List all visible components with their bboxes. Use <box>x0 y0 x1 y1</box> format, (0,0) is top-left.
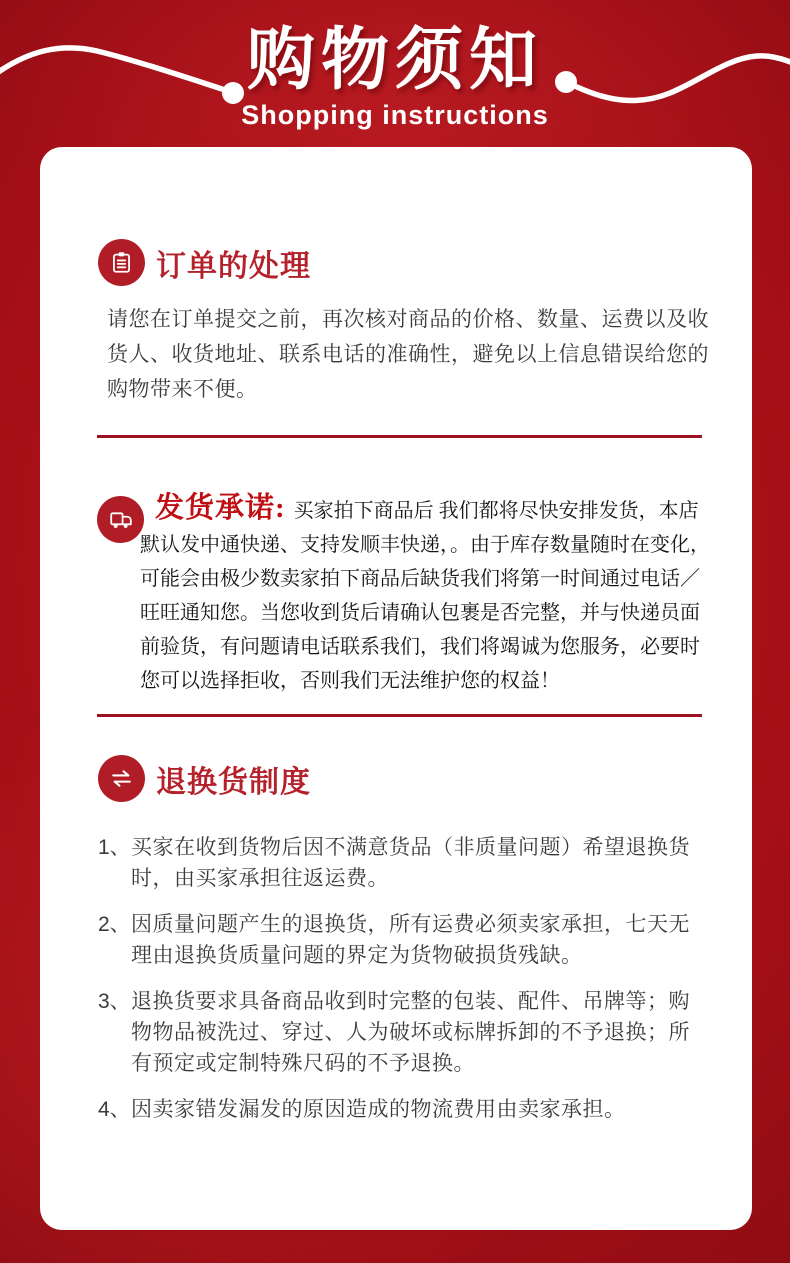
list-item-number: 1、 <box>98 836 131 859</box>
list-item-number: 3、 <box>98 990 131 1013</box>
list-item-text: 买家在收到货物后因不满意货品（非质量问题）希望退换货时，由买家承担往返运费。 <box>131 836 690 890</box>
return-policy-list <box>98 832 706 1125</box>
right-squiggle-icon <box>577 56 790 101</box>
list-item <box>98 909 706 971</box>
left-squiggle-icon <box>0 48 222 89</box>
wavy-line-decoration <box>0 0 790 150</box>
clipboard-icon <box>98 239 145 286</box>
returns-section-header <box>98 755 706 802</box>
list-item <box>98 832 706 894</box>
header <box>0 0 790 147</box>
page-title: 购物须知 <box>246 22 543 98</box>
exchange-arrows-icon <box>98 755 145 802</box>
section-divider <box>97 714 702 717</box>
section-order-processing <box>90 239 709 407</box>
order-section-body: 请您在订单提交之前，再次核对商品的价格、数量、运费以及收货人、收货地址、联系电话的准确性，避免以上信息错误给您的购物带来不便。 <box>107 308 709 401</box>
section-return-policy <box>90 755 706 1125</box>
section-shipping-promise <box>140 491 710 698</box>
order-section-title: 订单的处理 <box>156 249 311 283</box>
shipping-section-title: 发货承诺: <box>155 492 286 524</box>
content-card <box>40 147 752 1230</box>
order-section-header <box>98 239 706 286</box>
list-item-number: 4、 <box>98 1098 131 1121</box>
list-item <box>98 986 706 1079</box>
shipping-section-body: 买家拍下商品后 我们都将尽快安排发货，本店默认发中通快递、支持发顺丰快递，。由于库存数量随时在变化，可能会由极少数卖家拍下商品后缺货我们将第一时间通过电话／旺旺通知您。当您收到货后请确认包裹是否完整，并与快递员面前验货，有问题请电话联系我们，我们将竭诚为您服务，必要时您可以选择拒收，否则我们无法维护您的权益！ <box>140 500 710 692</box>
truck-icon <box>97 496 144 543</box>
list-item-number: 2、 <box>98 913 131 936</box>
list-item-text: 退换货要求具备商品收到时完整的包装、配件、吊牌等；购物物品被洗过、穿过、人为破坏或标牌拆卸的不予退换；所有预定或定制特殊尺码的不予退换。 <box>131 990 690 1075</box>
list-item <box>98 1094 706 1125</box>
page-subtitle: Shopping instructions <box>241 100 549 131</box>
shipping-paragraph <box>140 491 710 698</box>
right-squiggle-dot <box>555 71 577 93</box>
section-divider <box>97 435 702 438</box>
list-item-text: 因质量问题产生的退换货，所有运费必须卖家承担，七天无理由退换货质量问题的界定为货物破损货残缺。 <box>131 913 690 967</box>
returns-section-title: 退换货制度 <box>156 765 311 799</box>
list-item-text: 因卖家错发漏发的原因造成的物流费用由卖家承担。 <box>131 1098 626 1121</box>
left-squiggle-dot <box>222 82 244 104</box>
